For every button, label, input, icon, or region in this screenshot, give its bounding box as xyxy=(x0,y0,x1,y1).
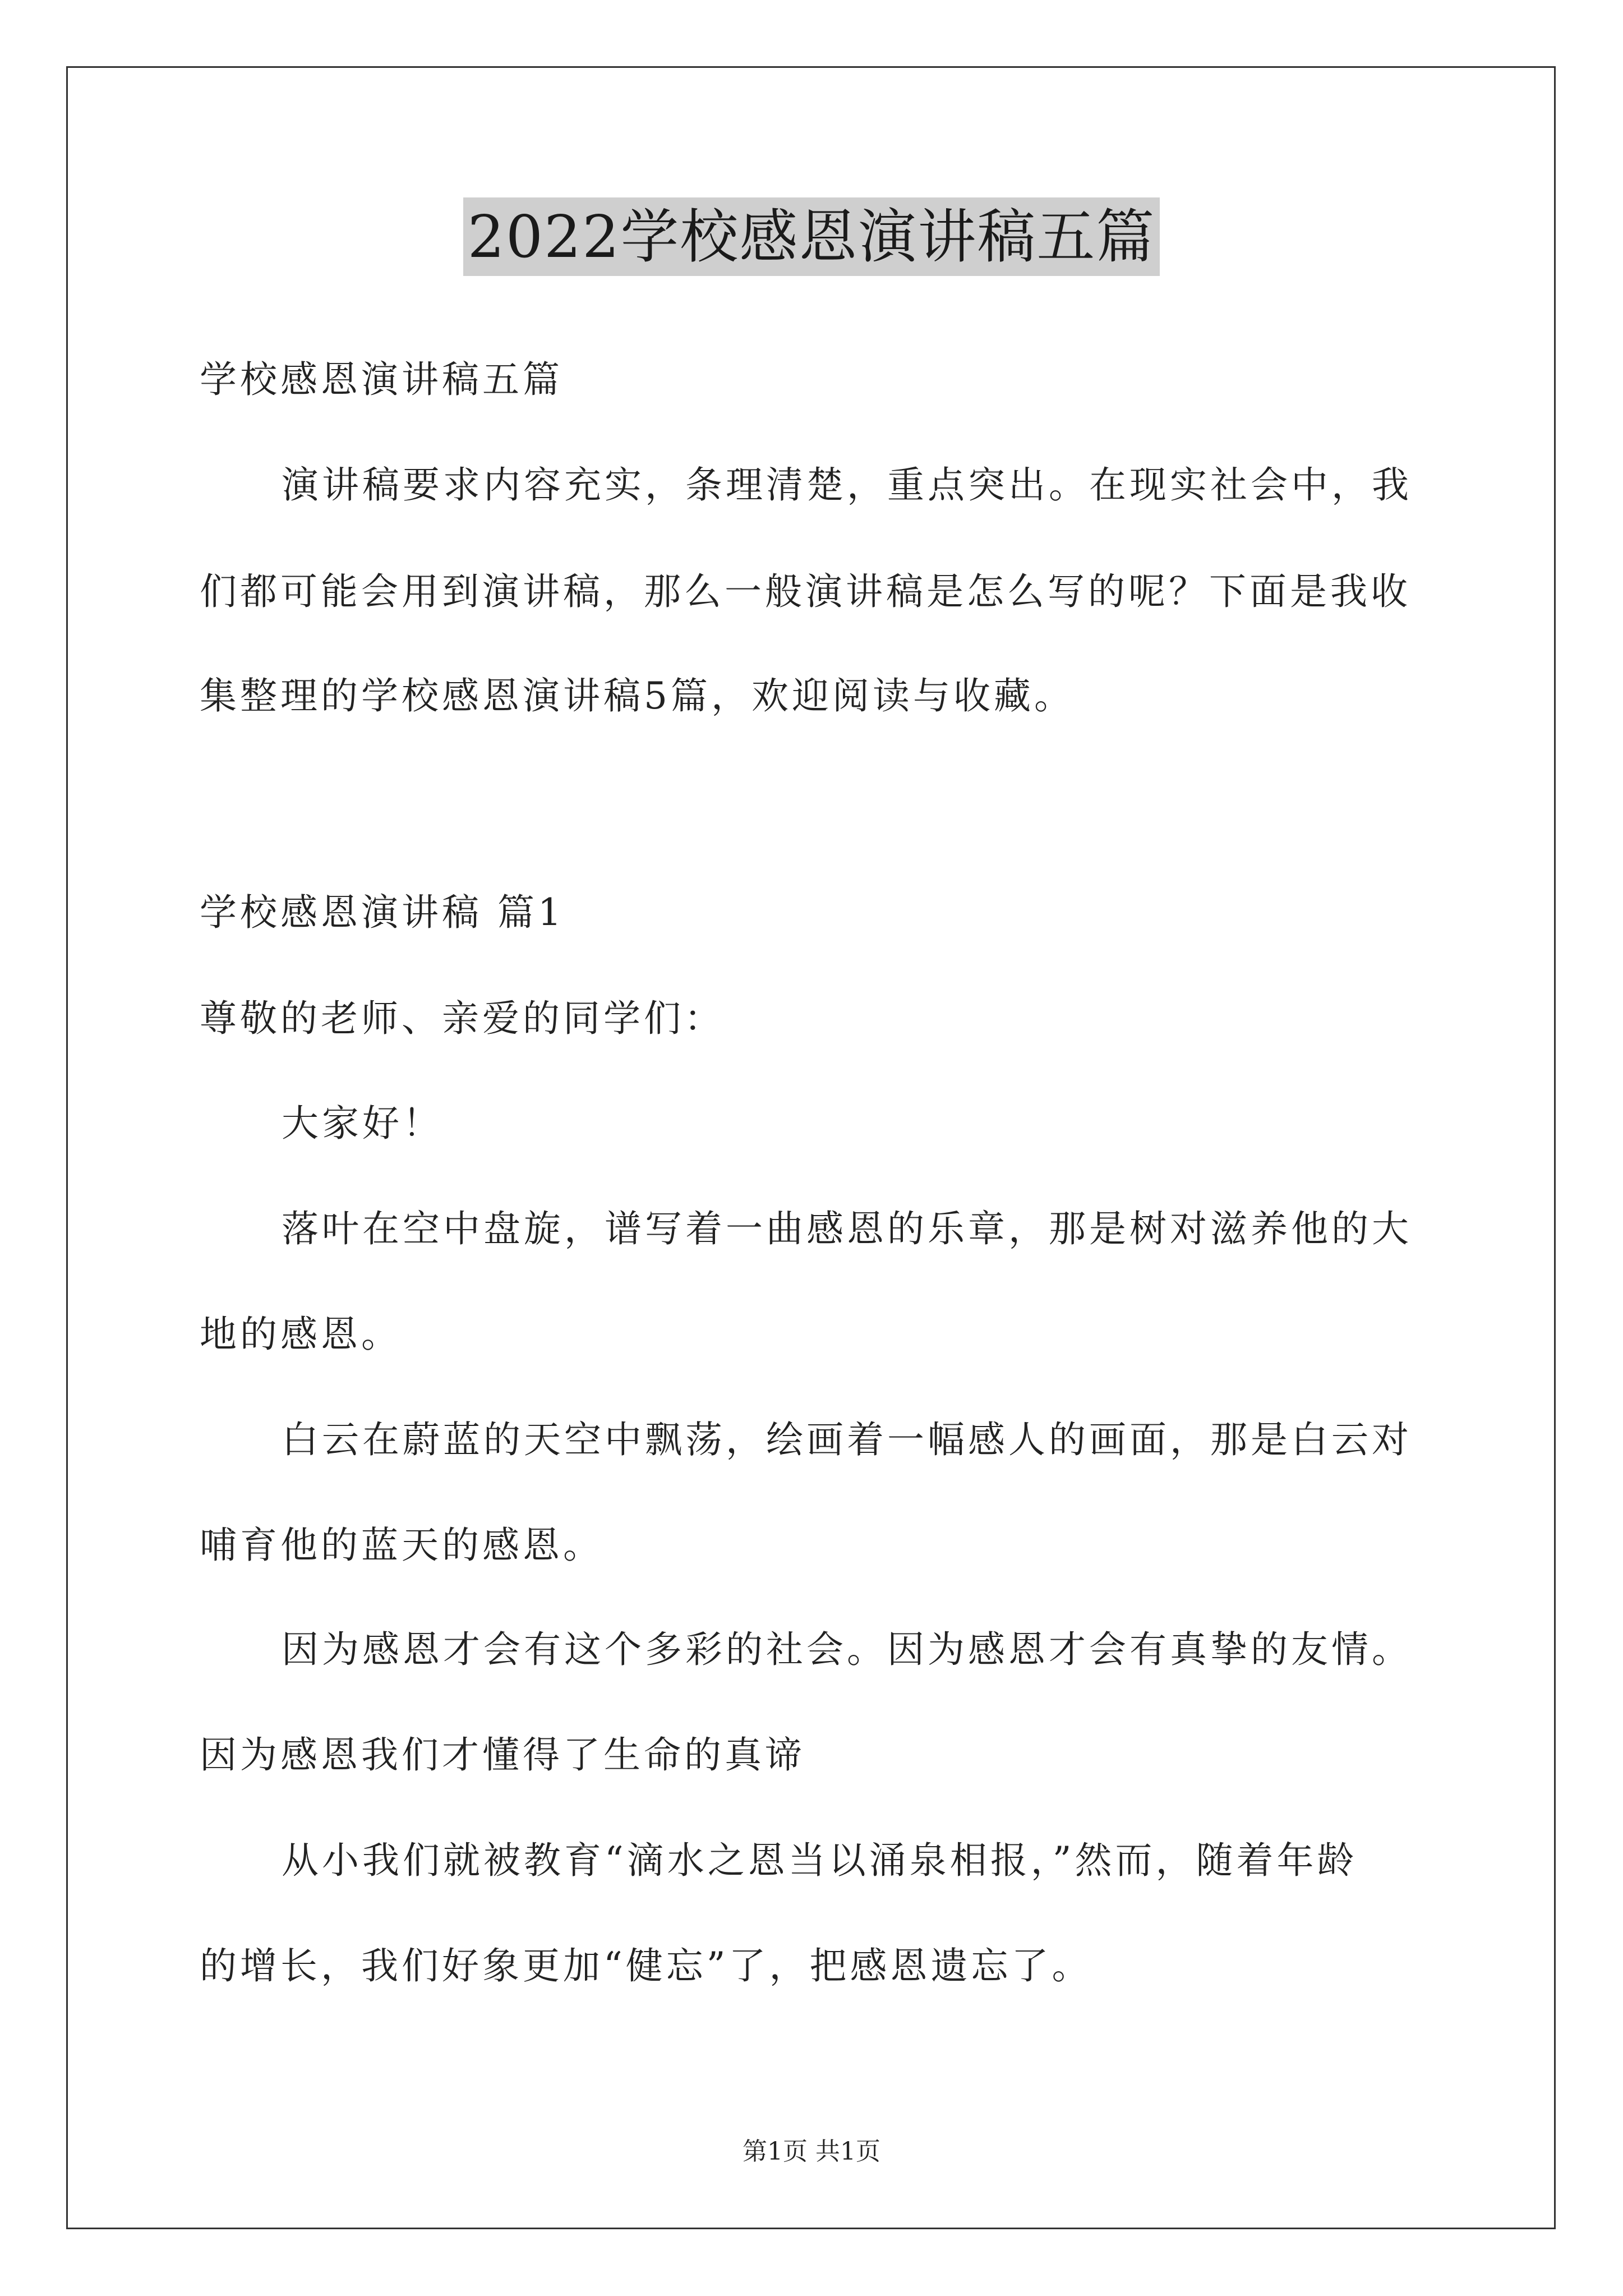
paragraph-line: 白云在蔚蓝的天空中飘荡，绘画着一幅感人的画面，那是白云对 xyxy=(282,1418,1412,1461)
document-title: 2022学校感恩演讲稿五篇 xyxy=(463,197,1160,276)
paragraph-line: 集整理的学校感恩演讲稿5篇，欢迎阅读与收藏。 xyxy=(200,674,1075,717)
paragraph-line: 从小我们就被教育“滴水之恩当以涌泉相报，”然而，随着年龄 xyxy=(282,1839,1358,1882)
title-container xyxy=(0,197,1623,276)
page-number-footer: 第1页 共1页 xyxy=(743,2137,880,2166)
paragraph-line: 因为感恩才会有这个多彩的社会。因为感恩才会有真挚的友情。 xyxy=(282,1628,1412,1671)
subtitle-line: 学校感恩演讲稿五篇 xyxy=(200,358,563,401)
paragraph-line: 地的感恩。 xyxy=(200,1313,402,1356)
section-heading: 学校感恩演讲稿 篇1 xyxy=(200,891,565,934)
paragraph-line: 因为感恩我们才懂得了生命的真谛 xyxy=(200,1733,805,1777)
paragraph-line: 演讲稿要求内容充实，条理清楚，重点突出。在现实社会中，我 xyxy=(282,463,1412,507)
paragraph-line: 们都可能会用到演讲稿，那么一般演讲稿是怎么写的呢？下面是我收 xyxy=(200,570,1411,613)
greeting-line: 大家好！ xyxy=(282,1102,443,1145)
paragraph-line: 哺育他的蓝天的感恩。 xyxy=(200,1524,603,1567)
paragraph-line: 落叶在空中盘旋，谱写着一曲感恩的乐章，那是树对滋养他的大 xyxy=(282,1207,1412,1250)
paragraph-line: 的增长，我们好象更加“健忘”了，把感恩遗忘了。 xyxy=(200,1944,1092,1987)
salutation-line: 尊敬的老师、亲爱的同学们： xyxy=(200,997,725,1040)
